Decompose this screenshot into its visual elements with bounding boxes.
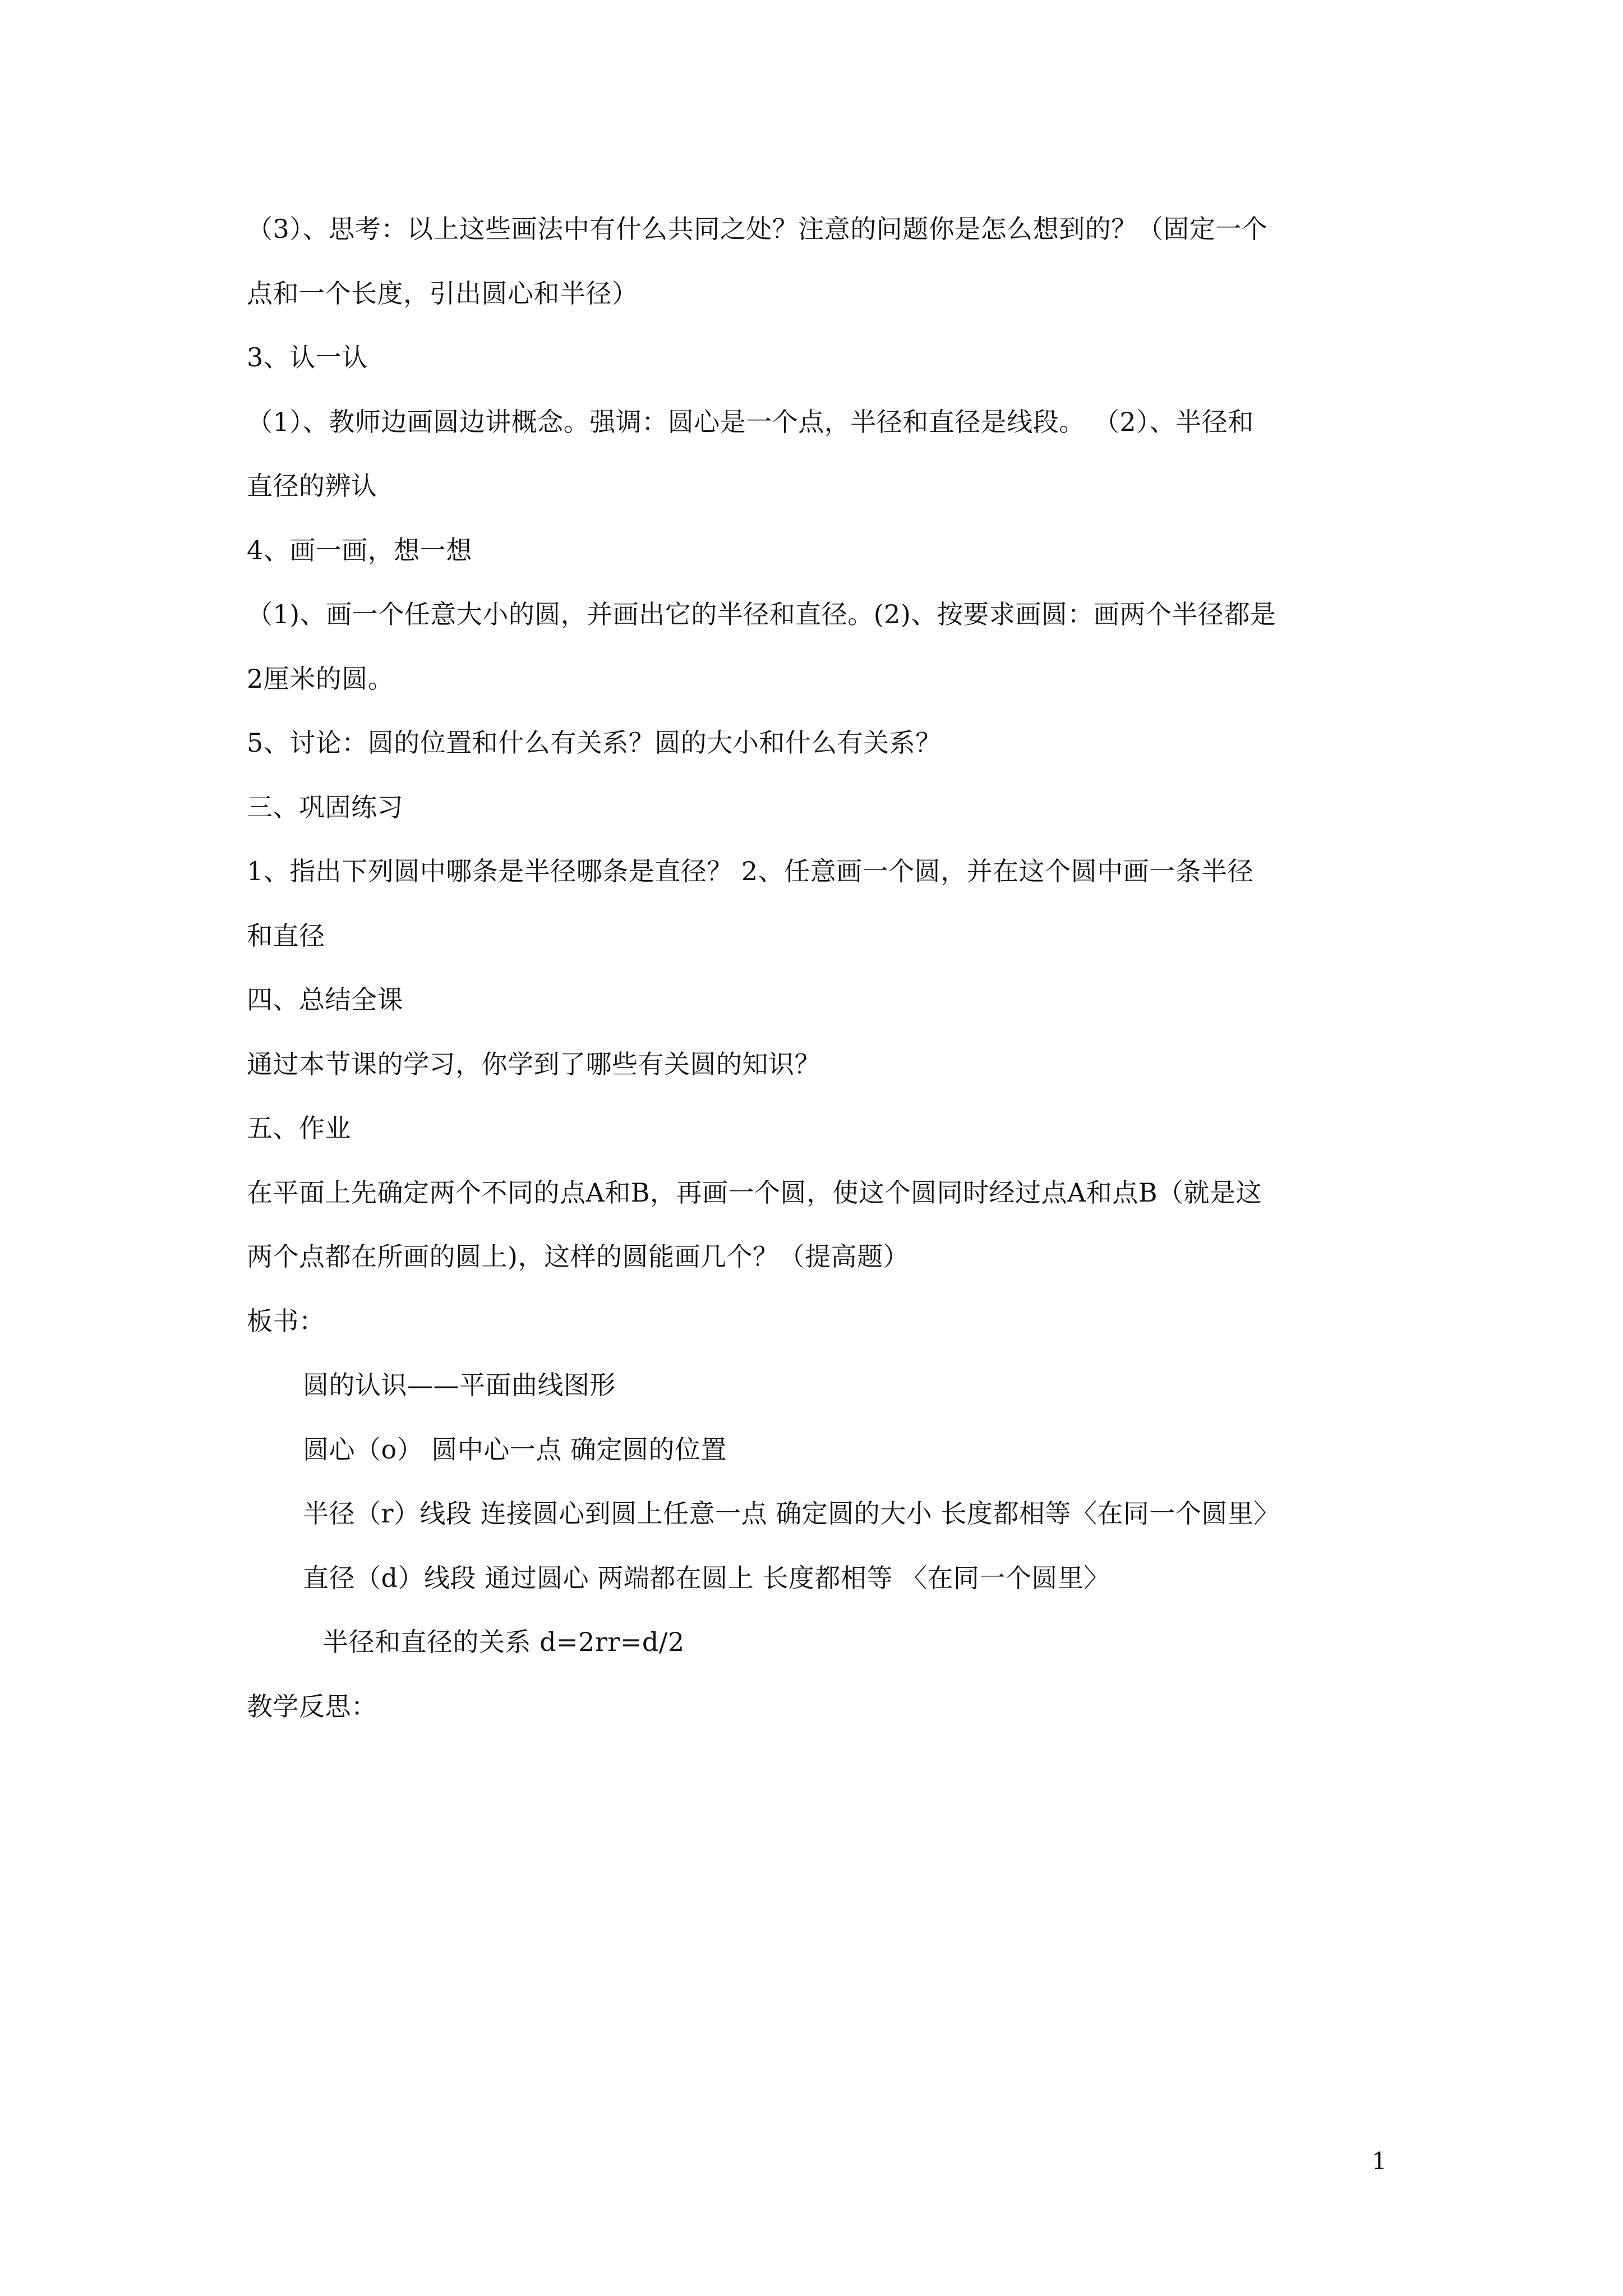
text-line-7: （1)、画一个任意大小的圆，并画出它的半径和直径。(2)、按要求画圆：画两个半径都是 xyxy=(247,599,1276,629)
section-heading-practice: 三、巩固练习 xyxy=(247,792,403,822)
text-line-14: 通过本节课的学习，你学到了哪些有关圆的知识？ xyxy=(247,1049,820,1079)
text-line-11: 1、指出下列圆中哪条是半径哪条是直径？ 2、任意画一个圆，并在这个圆中画一条半径 xyxy=(247,856,1254,886)
section-heading-draw-think: 4、画一画，想一想 xyxy=(247,535,472,565)
text-line-16: 在平面上先确定两个不同的点A和B，再画一个圆，使这个圆同时经过点A和点B（就是这 xyxy=(247,1177,1262,1208)
board-heading: 板书： xyxy=(247,1306,325,1336)
text-line-8: 2厘米的圆。 xyxy=(247,664,394,694)
board-diameter: 直径（d）线段 通过圆心 两端都在圆上 长度都相等 〈在同一个圆里〉 xyxy=(303,1563,1110,1593)
section-heading-homework: 五、作业 xyxy=(247,1113,351,1143)
text-line-2: 点和一个长度，引出圆心和半径） xyxy=(247,278,638,309)
text-line-17: 两个点都在所画的圆上)，这样的圆能画几个？（提高题） xyxy=(247,1241,909,1272)
board-relation: 半径和直径的关系 d=2rr=d/2 xyxy=(322,1627,685,1657)
teaching-reflection-heading: 教学反思： xyxy=(247,1691,377,1722)
board-center: 圆心（o） 圆中心一点 确定圆的位置 xyxy=(303,1434,727,1465)
section-heading-recognize: 3、认一认 xyxy=(247,342,368,372)
section-heading-summary: 四、总结全课 xyxy=(247,984,403,1015)
text-line-5: 直径的辨认 xyxy=(247,471,377,501)
board-radius: 半径（r）线段 连接圆心到圆上任意一点 确定圆的大小 长度都相等〈在同一个圆里〉 xyxy=(303,1498,1280,1529)
text-line-1: （3）、思考：以上这些画法中有什么共同之处？注意的问题你是怎么想到的？（固定一个 xyxy=(247,214,1268,244)
board-title: 圆的认识——平面曲线图形 xyxy=(303,1370,616,1400)
text-line-4: （1）、教师边画圆边讲概念。强调：圆心是一个点，半径和直径是线段。 （2）、半径和 xyxy=(247,407,1254,437)
text-line-discussion: 5、讨论：圆的位置和什么有关系？圆的大小和什么有关系？ xyxy=(247,728,942,758)
text-line-12: 和直径 xyxy=(247,921,325,951)
page-number: 1 xyxy=(1372,2147,1387,2175)
